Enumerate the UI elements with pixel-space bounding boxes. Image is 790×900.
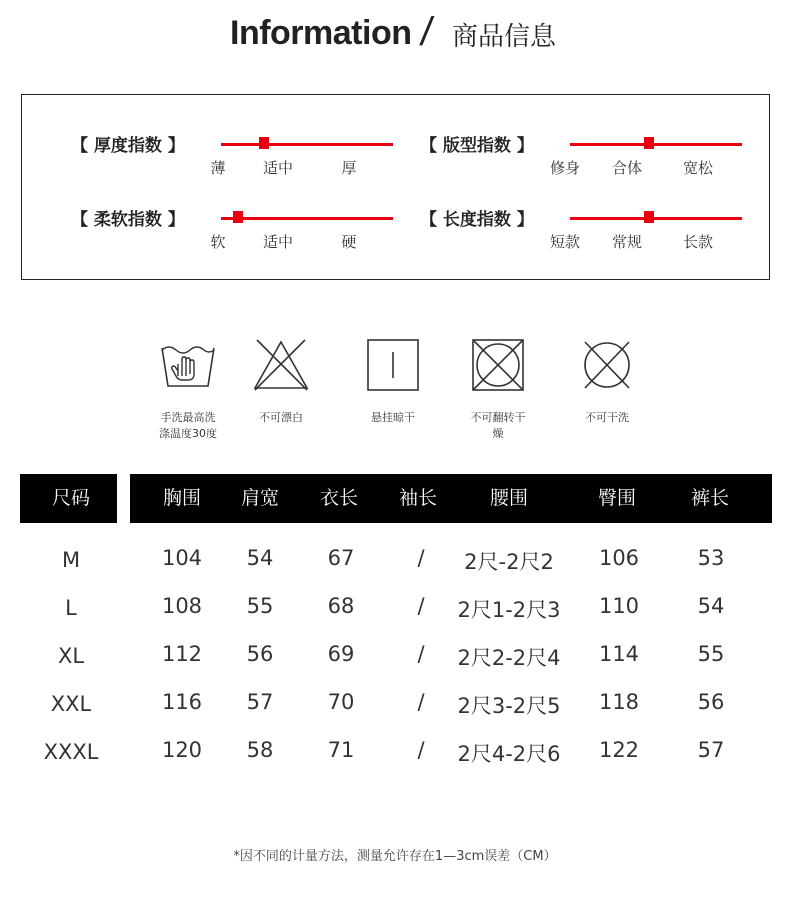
title-separator: / — [417, 10, 436, 54]
fit-label-slim: 修身 — [549, 159, 581, 177]
length-index-marker — [644, 211, 654, 223]
care-text-no-tumble-dry: 不可翻转干燥 — [470, 411, 526, 440]
header-pants-length: 裤长 — [690, 487, 730, 509]
table-cell: 2尺4-2尺6 — [457, 742, 561, 766]
thickness-index — [71, 131, 411, 191]
care-item-no-dry-clean — [562, 336, 652, 426]
table-cell: M — [61, 548, 81, 572]
care-item-no-bleach — [236, 336, 326, 426]
title-chinese: 商品信息 — [452, 22, 557, 52]
softness-index-title: 【 柔软指数 】 — [71, 210, 185, 230]
header-shoulder: 肩宽 — [240, 487, 280, 509]
hand-wash-icon — [158, 336, 218, 394]
care-text-no-dry-clean: 不可干洗 — [585, 411, 629, 424]
table-cell: 122 — [598, 738, 640, 762]
softness-label-medium: 适中 — [262, 233, 294, 251]
thickness-label-thin: 薄 — [210, 159, 226, 177]
softness-index-track — [221, 217, 393, 220]
thickness-label-thick: 厚 — [341, 159, 357, 177]
care-text-hand-wash: 手洗最高洗涤温度30度 — [159, 411, 217, 440]
page-header — [0, 10, 790, 54]
length-index-title: 【 长度指数 】 — [420, 210, 534, 230]
table-cell: / — [417, 546, 425, 570]
fit-label-regular: 合体 — [611, 159, 643, 177]
care-text-no-bleach: 不可漂白 — [259, 411, 303, 424]
header-hip: 臀围 — [597, 487, 637, 509]
table-header-measurements — [130, 474, 772, 523]
table-cell: 71 — [327, 738, 355, 762]
table-cell: 104 — [161, 546, 203, 570]
length-label-short: 短款 — [549, 233, 581, 251]
thickness-label-medium: 适中 — [262, 159, 294, 177]
softness-index-marker — [233, 211, 243, 223]
length-index — [420, 205, 760, 265]
table-cell: 68 — [327, 594, 355, 618]
table-cell: 53 — [697, 546, 725, 570]
thickness-index-marker — [259, 137, 269, 149]
header-chest: 胸围 — [162, 487, 202, 509]
table-cell: 55 — [246, 594, 274, 618]
table-cell: 56 — [246, 642, 274, 666]
table-cell: 54 — [697, 594, 725, 618]
table-cell: L — [65, 596, 77, 620]
table-cell: 57 — [697, 738, 725, 762]
table-cell: 106 — [598, 546, 640, 570]
table-cell: 54 — [246, 546, 274, 570]
table-cell: 120 — [161, 738, 203, 762]
table-cell: 110 — [598, 594, 640, 618]
table-cell: 57 — [246, 690, 274, 714]
fit-index-marker — [644, 137, 654, 149]
length-label-long: 长款 — [682, 233, 714, 251]
softness-label-hard: 硬 — [341, 233, 357, 251]
table-cell: XXL — [50, 692, 92, 716]
table-cell: 116 — [161, 690, 203, 714]
care-text-hang-dry: 悬挂晾干 — [371, 411, 415, 424]
care-item-no-tumble-dry — [453, 336, 543, 442]
no-dry-clean-icon — [577, 336, 637, 394]
table-cell: 69 — [327, 642, 355, 666]
table-cell: 58 — [246, 738, 274, 762]
table-cell: 56 — [697, 690, 725, 714]
title-english: Information — [230, 14, 412, 52]
no-bleach-icon — [251, 336, 311, 394]
table-cell: 112 — [161, 642, 203, 666]
table-cell: 55 — [697, 642, 725, 666]
table-cell: XXXL — [43, 740, 99, 764]
care-item-hang-dry — [348, 336, 438, 426]
care-item-hand-wash — [143, 336, 233, 442]
table-cell: 2尺3-2尺5 — [457, 694, 561, 718]
thickness-index-track — [221, 143, 393, 146]
table-cell: / — [417, 690, 425, 714]
fit-label-loose: 宽松 — [682, 159, 714, 177]
header-length: 衣长 — [319, 487, 359, 509]
table-cell: XL — [57, 644, 85, 668]
table-cell: / — [417, 642, 425, 666]
table-cell: 70 — [327, 690, 355, 714]
thickness-index-title: 【 厚度指数 】 — [71, 136, 185, 156]
table-cell: 2尺1-2尺3 — [457, 598, 561, 622]
table-cell: 118 — [598, 690, 640, 714]
length-index-track — [570, 217, 742, 220]
softness-index — [71, 205, 411, 265]
table-cell: / — [417, 594, 425, 618]
fit-index-title: 【 版型指数 】 — [420, 136, 534, 156]
header-size: 尺码 — [51, 487, 91, 509]
softness-label-soft: 软 — [210, 233, 226, 251]
length-label-regular: 常规 — [611, 233, 643, 251]
table-cell: / — [417, 738, 425, 762]
table-cell: 114 — [598, 642, 640, 666]
header-sleeve: 袖长 — [398, 487, 438, 509]
fit-index — [420, 131, 760, 191]
table-cell: 2尺2-2尺4 — [457, 646, 561, 670]
table-cell: 108 — [161, 594, 203, 618]
table-cell: 2尺-2尺2 — [464, 550, 554, 574]
table-cell: 67 — [327, 546, 355, 570]
no-tumble-dry-icon — [468, 336, 528, 394]
hang-dry-icon — [363, 336, 423, 394]
measurement-note: *因不同的计量方法，测量允许存在1—3cm误差（CM） — [233, 849, 557, 864]
header-waist: 腰围 — [489, 487, 529, 509]
fabric-index-panel — [21, 94, 770, 280]
fit-index-track — [570, 143, 742, 146]
